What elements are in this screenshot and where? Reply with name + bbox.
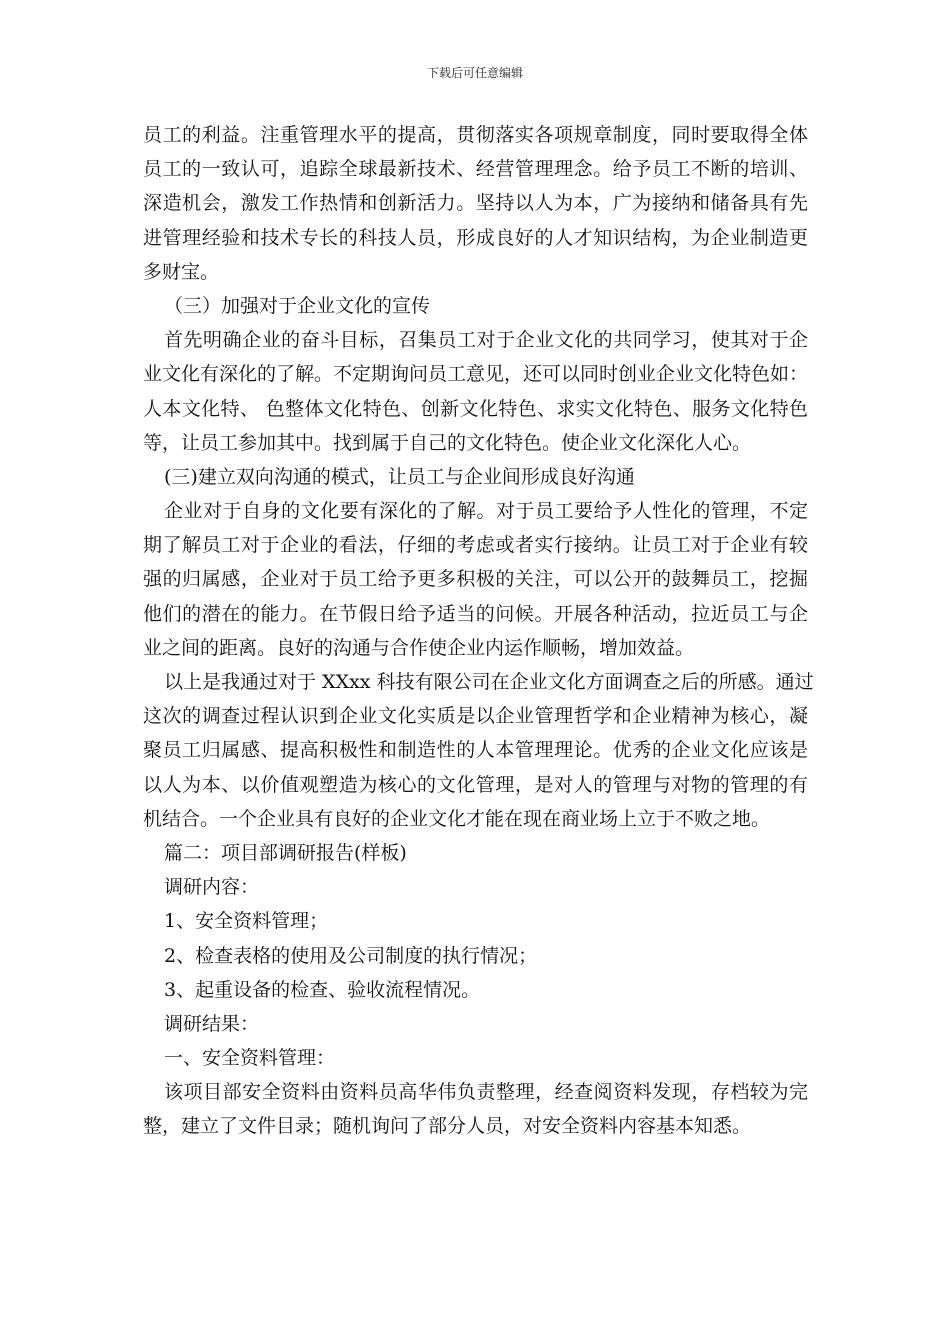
text-line: 调研内容： <box>164 876 260 899</box>
text-line: 企业对于自身的文化要有深化的了解。对于员工要给予人性化的管理，不定 <box>164 500 808 523</box>
document-body <box>143 118 814 1144</box>
text-line: 一、安全资料管理： <box>164 1047 336 1070</box>
text-line: (三)建立双向沟通的模式，让员工与企业间形成良好沟通 <box>164 465 635 488</box>
text-line: 首先明确企业的奋斗目标，召集员工对于企业文化的共同学习，使其对于企 <box>164 329 808 352</box>
text-line: 多财宝。 <box>143 260 220 283</box>
text-line: 机结合。一个企业具有良好的企业文化才能在现在商业场上立于不败之地。 <box>143 807 771 830</box>
text-line: 聚员工归属感、提高积极性和制造性的人本管理理论。优秀的企业文化应该是 <box>143 739 808 762</box>
text-line: 调研结果： <box>164 1012 260 1035</box>
text-line: 等，让员工参加其中。找到属于自己的文化特色。使企业文化深化人心。 <box>143 431 752 454</box>
page-header-note: 下载后可任意编辑 <box>426 66 523 80</box>
text-line: 1、安全资料管理； <box>164 910 329 933</box>
text-line: （三）加强对于企业文化的宣传 <box>164 294 431 317</box>
text-line: 以人为本、以价值观塑造为核心的文化管理，是对人的管理与对物的管理的有 <box>143 773 808 796</box>
text-line: 业文化有深化的了解。不定期询问员工意见，还可以同时创业企业文化特色如： <box>143 363 809 386</box>
text-line: 深造机会，激发工作热情和创新活力。坚持以人为本，广为接纳和储备具有先 <box>143 192 808 215</box>
text-line: 2、检查表格的使用及公司制度的执行情况； <box>164 944 538 967</box>
text-line: 以上是我通过对于 XXxx 科技有限公司在企业文化方面调查之后的所感。通过 <box>164 671 814 693</box>
text-line: 篇二：项目部调研报告(样板) <box>164 841 407 864</box>
text-line: 强的归属感，企业对于员工给予更多积极的关注，可以公开的鼓舞员工，挖掘 <box>143 568 808 591</box>
text-line: 他们的潜在的能力。在节假日给予适当的问候。开展各种活动，拉近员工与企 <box>143 602 808 625</box>
text-line: 期了解员工对于企业的看法，仔细的考虑或者实行接纳。让员工对于企业有较 <box>143 534 808 557</box>
text-line: 业之间的距离。良好的沟通与合作使企业内运作顺畅，增加效益。 <box>143 636 695 659</box>
text-line: 员工的一致认可，追踪全球最新技术、经营管理理念。给予员工不断的培训、 <box>143 158 808 181</box>
text-line: 整，建立了文件目录；随机询问了部分人员，对安全资料内容基本知悉。 <box>143 1115 752 1138</box>
text-line: 进管理经验和技术专长的科技人员，形成良好的人才知识结构，为企业制造更 <box>143 226 808 249</box>
text-line: 员工的利益。注重管理水平的提高，贯彻落实各项规章制度，同时要取得全体 <box>143 124 808 146</box>
text-line: 该项目部安全资料由资料员高华伟负责整理，经查阅资料发现，存档较为完 <box>164 1081 808 1104</box>
text-line: 3、起重设备的检查、验收流程情况。 <box>164 978 481 1001</box>
text-line: 这次的调查过程认识到企业文化实质是以企业管理哲学和企业精神为核心，凝 <box>143 705 808 728</box>
text-line: 人本文化特、 色整体文化特色、创新文化特色、求实文化特色、服务文化特色 <box>143 397 808 420</box>
